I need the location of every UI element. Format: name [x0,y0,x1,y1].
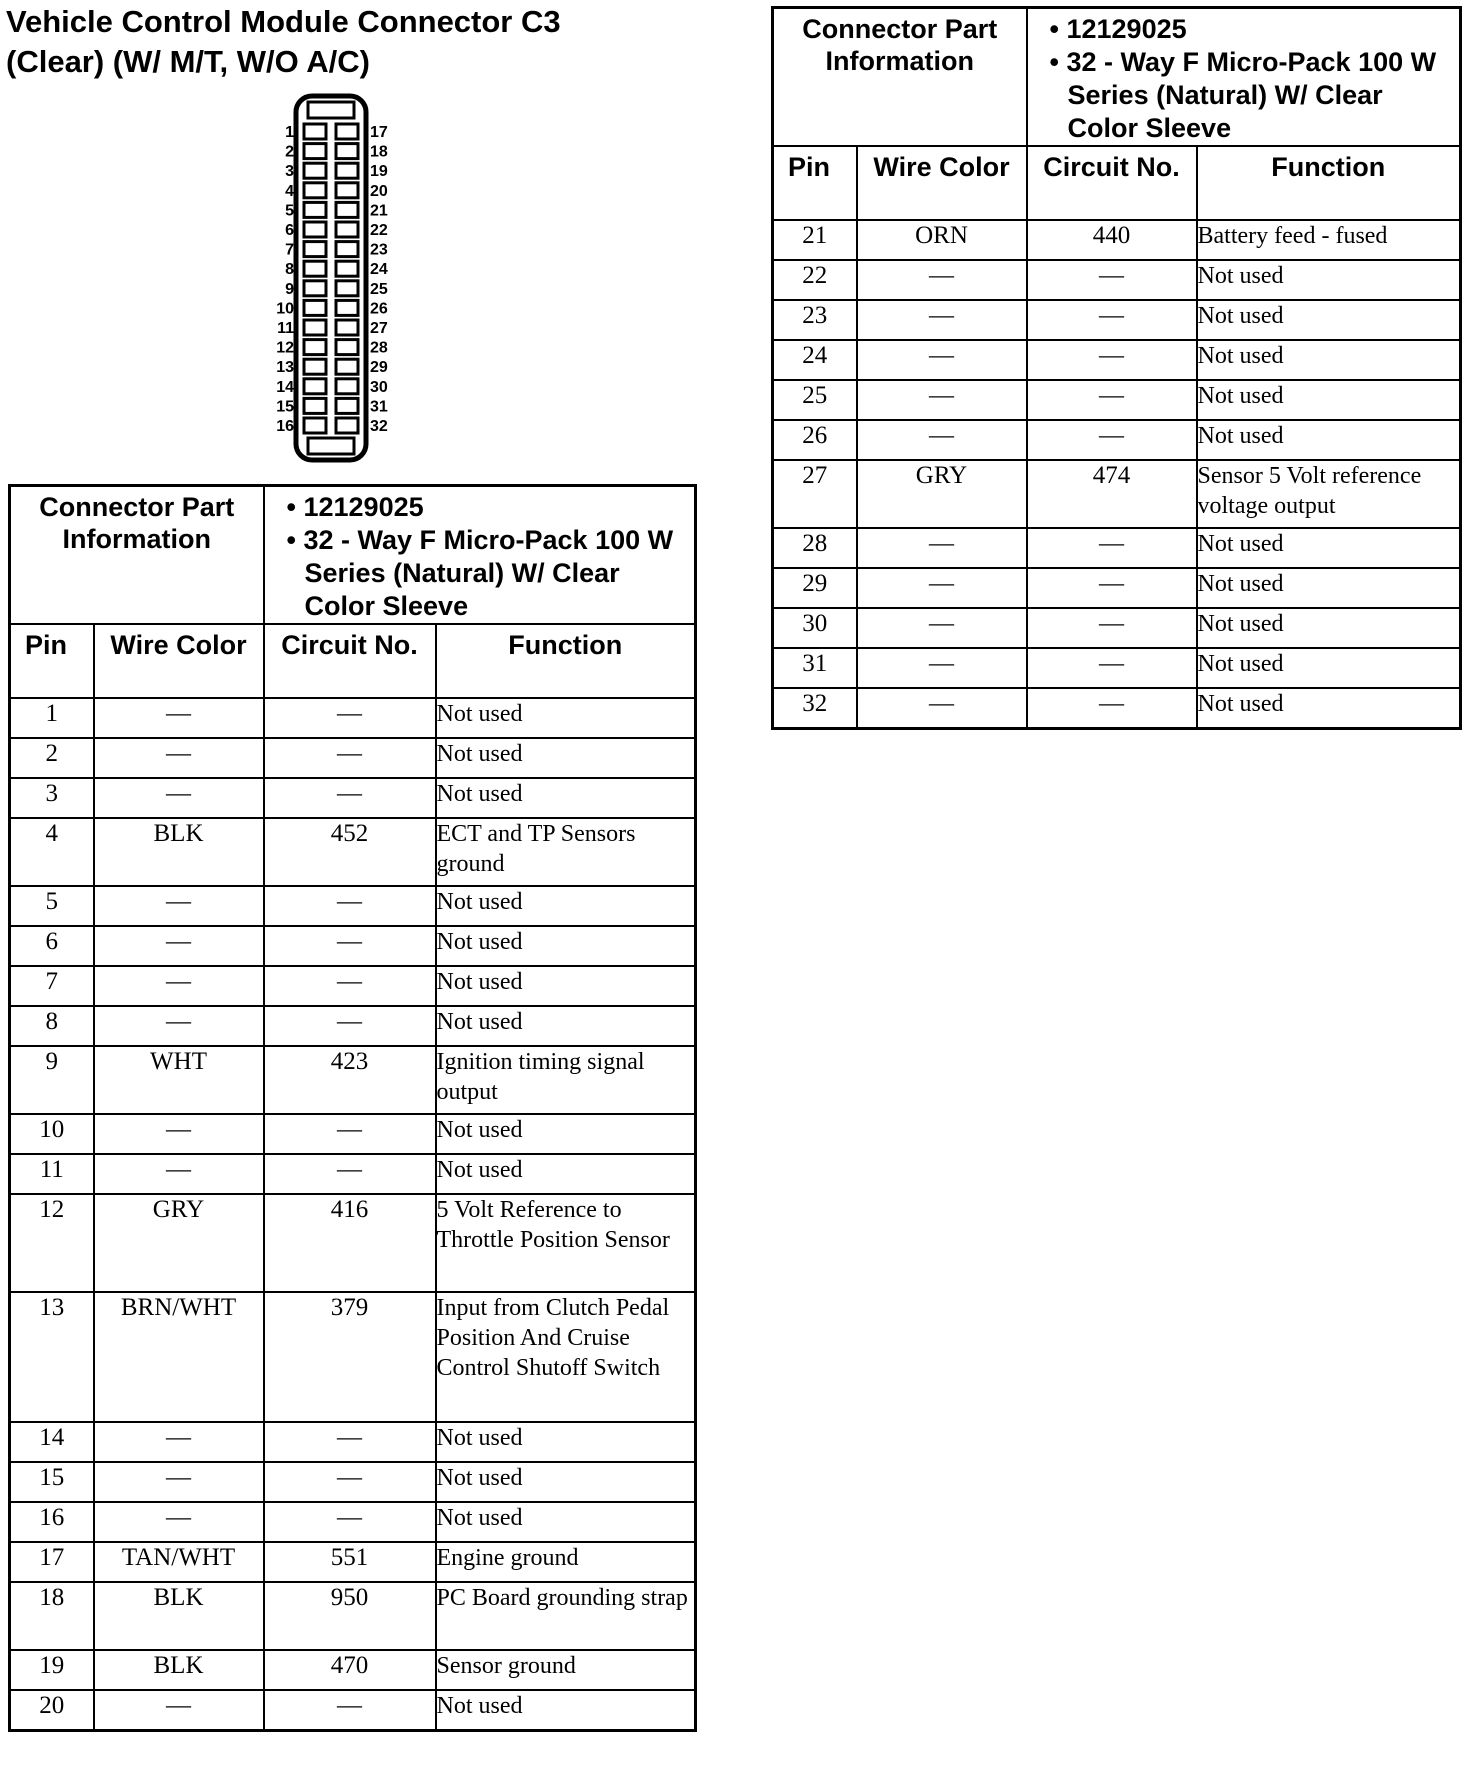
terminal-cavity [304,261,326,276]
function-cell: Not used [1197,688,1461,729]
table-row [10,1462,696,1502]
connector-latch-bottom [308,438,354,454]
function-cell: Not used [436,966,696,1006]
circuit-no-cell: — [1027,340,1197,380]
pin-label-left: 13 [276,359,294,377]
col-header-function: Function [508,630,623,660]
table-row [773,460,1461,528]
circuit-no-cell: — [264,698,436,738]
wire-color-cell: — [857,568,1027,608]
table-row [10,1650,696,1690]
pin-label-right: 20 [370,182,388,200]
circuit-no-cell: — [264,926,436,966]
pin-cell: 28 [773,528,857,568]
table-row [773,260,1461,300]
terminal-cavity [336,242,358,257]
circuit-no-cell: — [1027,528,1197,568]
circuit-no-cell: — [264,1006,436,1046]
table-row [10,818,696,886]
table-row [773,300,1461,340]
pin-cell: 17 [10,1542,94,1582]
table-row [773,528,1461,568]
terminal-cavity [304,163,326,178]
terminal-cavity [304,418,326,433]
terminal-cavity [336,398,358,413]
wire-color-cell: — [94,1422,264,1462]
wire-color-cell: GRY [94,1194,264,1292]
wire-color-cell: — [94,926,264,966]
circuit-no-cell: 950 [264,1582,436,1650]
wire-color-cell: — [857,648,1027,688]
pin-cell: 23 [773,300,857,340]
pin-cell: 14 [10,1422,94,1462]
function-cell: Not used [1197,648,1461,688]
part-number: • 12129025 [1068,13,1460,46]
circuit-no-cell: — [1027,300,1197,340]
column-header-row [10,624,696,698]
terminal-cavity [304,222,326,237]
circuit-no-cell: 474 [1027,460,1197,528]
terminal-cavity [336,124,358,139]
function-cell: Not used [1197,528,1461,568]
table-row [10,1006,696,1046]
circuit-no-cell: 440 [1027,220,1197,260]
circuit-no-cell: — [1027,568,1197,608]
pin-cell: 26 [773,420,857,460]
function-cell: Not used [1197,420,1461,460]
part-info-row [10,486,696,625]
pin-label-left: 14 [276,378,294,396]
pin-cell: 12 [10,1194,94,1292]
circuit-no-cell: — [264,778,436,818]
circuit-no-cell: 423 [264,1046,436,1114]
col-header-wire-color: Wire Color [873,152,1010,182]
table-row [10,886,696,926]
circuit-no-cell: — [264,1114,436,1154]
table-row [773,568,1461,608]
wire-color-cell: — [94,1502,264,1542]
function-cell: ECT and TP Sensors ground [436,818,696,886]
function-cell: Not used [436,1462,696,1502]
connector-part-info-value [265,487,695,623]
circuit-no-cell: — [264,1690,436,1731]
function-cell: Not used [436,1154,696,1194]
function-cell: Not used [436,926,696,966]
pin-cell: 31 [773,648,857,688]
circuit-no-cell: — [1027,648,1197,688]
table-row [10,1046,696,1114]
function-cell: Not used [436,698,696,738]
wire-color-cell: — [94,1154,264,1194]
function-cell: Ignition timing signal output [436,1046,696,1114]
page-title [6,2,561,82]
col-header-circuit-no: Circuit No. [1043,152,1180,182]
function-cell: Not used [436,738,696,778]
pin-label-left: 5 [285,202,294,220]
pin-cell: 29 [773,568,857,608]
function-cell: Battery feed - fused [1197,220,1461,260]
circuit-no-cell: — [1027,420,1197,460]
terminal-cavity [336,222,358,237]
circuit-no-cell: — [264,1422,436,1462]
pin-label-right: 31 [370,398,388,416]
wire-color-cell: — [94,738,264,778]
pin-label-left: 8 [285,261,294,279]
circuit-no-cell: — [1027,380,1197,420]
wire-color-cell: — [94,1690,264,1731]
circuit-no-cell: — [1027,688,1197,729]
pin-label-right: 17 [370,124,388,141]
wire-color-cell: — [94,966,264,1006]
pin-label-left: 2 [285,143,294,161]
pin-label-left: 10 [276,300,294,318]
part-description: • 32 - Way F Micro-Pack 100 W Series (Natural) W/ Clear Color Sleeve [305,524,695,623]
circuit-no-cell: 470 [264,1650,436,1690]
connector-latch-top [308,102,354,118]
terminal-cavity [336,320,358,335]
connector-part-info-label: Connector Part Information [802,14,998,76]
terminal-cavity [304,144,326,159]
wire-color-cell: BRN/WHT [94,1292,264,1422]
function-cell: Not used [436,886,696,926]
table-row [773,688,1461,729]
function-cell: Not used [1197,300,1461,340]
pin-label-right: 18 [370,143,388,161]
wire-color-cell: — [857,380,1027,420]
terminal-cavity [304,202,326,217]
pin-label-left: 12 [276,339,294,357]
wire-color-cell: BLK [94,818,264,886]
table-row [10,1582,696,1650]
terminal-cavity [336,183,358,198]
pin-cell: 24 [773,340,857,380]
table-row [773,340,1461,380]
function-cell: Engine ground [436,1542,696,1582]
pin-cell: 27 [773,460,857,528]
table-row [773,380,1461,420]
terminal-cavity [336,379,358,394]
pin-label-right: 23 [370,241,388,259]
terminal-cavity [336,281,358,296]
table-row [10,1114,696,1154]
table-row [10,966,696,1006]
pin-label-right: 26 [370,300,388,318]
terminal-cavity [304,124,326,139]
terminal-cavity [336,163,358,178]
terminal-cavity [304,242,326,257]
pin-label-right: 24 [370,261,388,279]
pin-cell: 16 [10,1502,94,1542]
col-header-pin: Pin [788,152,831,182]
terminal-cavity [304,281,326,296]
table-row [10,1690,696,1731]
wire-color-cell: — [857,300,1027,340]
function-cell: Not used [1197,380,1461,420]
function-cell: PC Board grounding strap [436,1582,696,1650]
circuit-no-cell: 379 [264,1292,436,1422]
pin-cell: 25 [773,380,857,420]
table-row [10,1154,696,1194]
pin-label-right: 29 [370,359,388,377]
table-row [773,420,1461,460]
part-info-row [773,8,1461,147]
pin-label-right: 25 [370,280,388,298]
pin-cell: 7 [10,966,94,1006]
table-row [773,648,1461,688]
function-cell: Not used [436,1422,696,1462]
pin-cell: 32 [773,688,857,729]
col-header-circuit-no: Circuit No. [281,630,418,660]
function-cell: Not used [436,778,696,818]
wire-color-cell: — [94,1006,264,1046]
wire-color-cell: — [94,1462,264,1502]
table-row [10,1502,696,1542]
function-cell: Not used [1197,260,1461,300]
terminal-cavity [336,340,358,355]
terminal-cavity [336,418,358,433]
table-row [773,608,1461,648]
terminal-cavity [304,340,326,355]
pin-cell: 15 [10,1462,94,1502]
pin-cell: 19 [10,1650,94,1690]
wire-color-cell: WHT [94,1046,264,1114]
table-row [10,1292,696,1422]
pin-label-left: 4 [285,182,294,200]
circuit-no-cell: 551 [264,1542,436,1582]
connector-part-info-value [1028,9,1460,145]
pin-cell: 11 [10,1154,94,1194]
pin-label-right: 30 [370,378,388,396]
col-header-function: Function [1271,152,1386,182]
terminal-cavity [336,202,358,217]
function-cell: 5 Volt Reference to Throttle Position Sensor [436,1194,696,1292]
pin-cell: 8 [10,1006,94,1046]
connector-c3-diagram [252,88,412,468]
function-cell: Not used [1197,340,1461,380]
circuit-no-cell: — [264,886,436,926]
pin-label-left: 11 [277,320,294,337]
col-header-wire-color: Wire Color [110,630,247,660]
connector-housing [296,96,366,460]
terminal-cavity [336,144,358,159]
table-row [10,778,696,818]
part-number: • 12129025 [305,491,695,524]
function-cell: Not used [436,1502,696,1542]
circuit-no-cell: — [1027,608,1197,648]
pin-label-left: 6 [285,222,294,239]
pin-label-right: 19 [370,163,388,181]
terminal-cavity [336,359,358,374]
wire-color-cell: — [857,420,1027,460]
pin-cell: 2 [10,738,94,778]
wire-color-cell: — [94,778,264,818]
column-header-row [773,146,1461,220]
pin-label-right: 21 [370,202,388,220]
pin-cell: 9 [10,1046,94,1114]
circuit-no-cell: — [264,1154,436,1194]
wire-color-cell: — [857,260,1027,300]
title-line-2: (Clear) (W/ M/T, W/O A/C) [6,44,370,79]
pin-cell: 18 [10,1582,94,1650]
pin-label-right: 27 [370,320,388,337]
terminal-cavity [304,379,326,394]
table-row [773,220,1461,260]
circuit-no-cell: 452 [264,818,436,886]
wire-color-cell: GRY [857,460,1027,528]
pin-label-left: 1 [285,124,294,141]
pin-cell: 10 [10,1114,94,1154]
function-cell: Sensor ground [436,1650,696,1690]
part-description: • 32 - Way F Micro-Pack 100 W Series (Natural) W/ Clear Color Sleeve [1068,46,1460,145]
wire-color-cell: — [857,688,1027,729]
title-line-1: Vehicle Control Module Connector C3 [6,4,561,39]
pin-table-right [771,6,1462,730]
pin-label-left: 7 [285,241,294,259]
wire-color-cell: BLK [94,1650,264,1690]
pin-cell: 20 [10,1690,94,1731]
pin-cell: 5 [10,886,94,926]
pin-cell: 21 [773,220,857,260]
terminal-cavity [304,398,326,413]
pin-label-left: 16 [276,418,294,435]
pin-cell: 6 [10,926,94,966]
pin-cell: 30 [773,608,857,648]
table-row [10,1542,696,1582]
function-cell: Not used [436,1690,696,1731]
table-row [10,1422,696,1462]
terminal-cavity [336,300,358,315]
wire-color-cell: BLK [94,1582,264,1650]
terminal-cavity [304,300,326,315]
wire-color-cell: TAN/WHT [94,1542,264,1582]
pin-cell: 13 [10,1292,94,1422]
circuit-no-cell: — [1027,260,1197,300]
pin-label-right: 32 [370,418,388,435]
wire-color-cell: — [94,698,264,738]
pin-label-right: 28 [370,339,388,357]
function-cell: Sensor 5 Volt reference voltage output [1197,460,1461,528]
table-row [10,738,696,778]
function-cell: Input from Clutch Pedal Position And Cruise Control Shutoff Switch [436,1292,696,1422]
wire-color-cell: — [94,1114,264,1154]
function-cell: Not used [1197,608,1461,648]
pin-cell: 1 [10,698,94,738]
table-row [10,1194,696,1292]
pin-label-left: 9 [285,280,294,298]
circuit-no-cell: — [264,966,436,1006]
terminal-cavity [304,183,326,198]
circuit-no-cell: — [264,1502,436,1542]
pin-label-left: 3 [285,163,294,181]
terminal-cavity [336,261,358,276]
circuit-no-cell: — [264,1462,436,1502]
wire-color-cell: — [857,608,1027,648]
pin-table-left [8,484,697,1732]
terminal-cavity [304,359,326,374]
table-row [10,926,696,966]
function-cell: Not used [436,1114,696,1154]
connector-part-info-label: Connector Part Information [39,492,235,554]
wire-color-cell: ORN [857,220,1027,260]
pin-label-right: 22 [370,222,388,239]
circuit-no-cell: — [264,738,436,778]
wire-color-cell: — [94,886,264,926]
wire-color-cell: — [857,340,1027,380]
wire-color-cell: — [857,528,1027,568]
terminal-cavity [304,320,326,335]
pin-cell: 4 [10,818,94,886]
pin-cell: 22 [773,260,857,300]
circuit-no-cell: 416 [264,1194,436,1292]
pin-cell: 3 [10,778,94,818]
col-header-pin: Pin [25,630,68,660]
pin-label-left: 15 [276,398,294,416]
function-cell: Not used [1197,568,1461,608]
table-row [10,698,696,738]
function-cell: Not used [436,1006,696,1046]
